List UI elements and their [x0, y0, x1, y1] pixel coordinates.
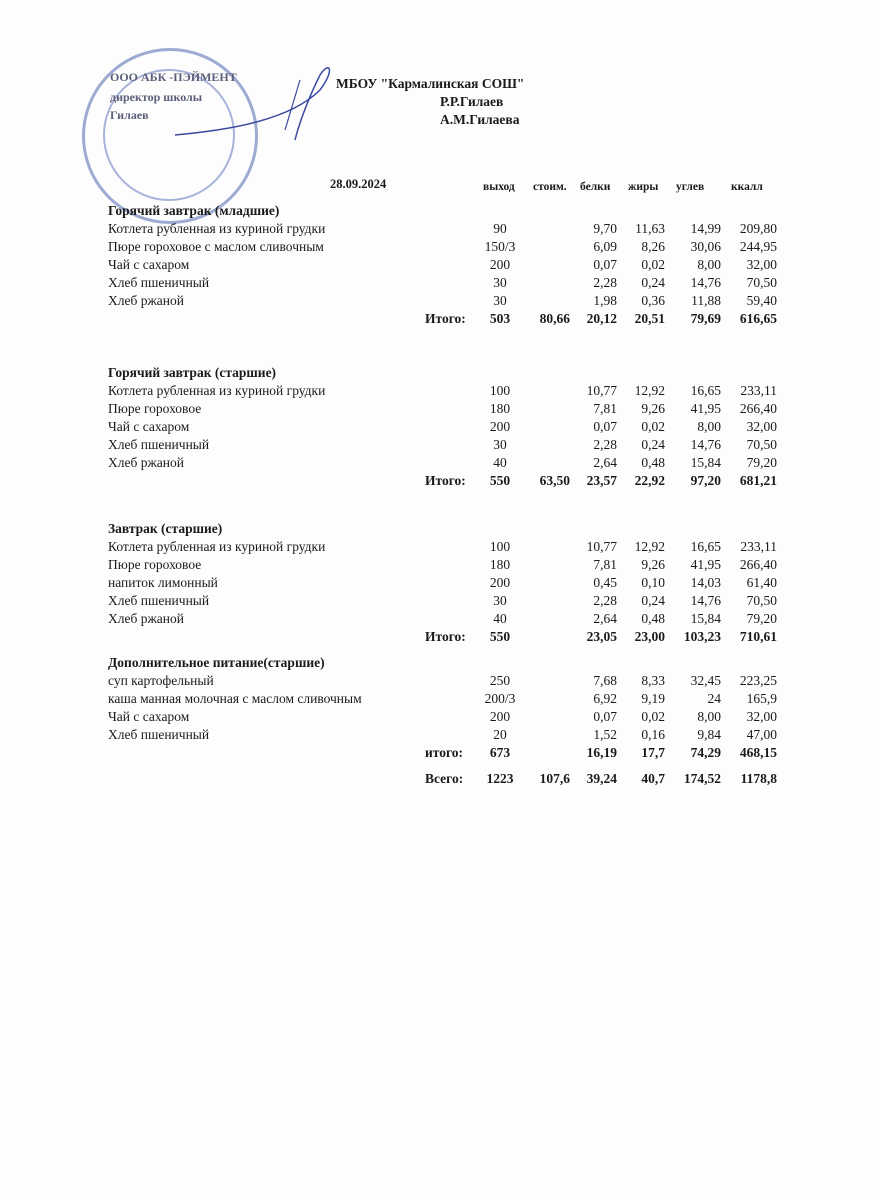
dish-name: Чай с сахаром — [108, 419, 190, 434]
total-row — [0, 311, 873, 337]
dish-name: Хлеб ржаной — [108, 611, 184, 626]
grand-total-section — [0, 771, 873, 797]
dish-kcal: 233,11 — [740, 539, 777, 554]
dish-output: 100 — [489, 383, 511, 398]
total-output: 550 — [489, 473, 511, 488]
dish-output: 100 — [489, 539, 511, 554]
dish-row — [0, 727, 873, 745]
dish-output: 150/3 — [484, 239, 516, 254]
dish-fat: 8,26 — [641, 239, 665, 254]
dish-row — [0, 673, 873, 691]
total-output: 673 — [489, 745, 511, 760]
total-fat: 40,7 — [641, 771, 665, 786]
dish-fat: 12,92 — [634, 539, 665, 554]
dish-fat: 0,48 — [641, 611, 665, 626]
total-output: 550 — [489, 629, 511, 644]
dish-kcal: 79,20 — [746, 611, 777, 626]
dish-kcal: 32,00 — [746, 709, 777, 724]
dish-kcal: 47,00 — [746, 727, 777, 742]
dish-fat: 0,24 — [641, 437, 665, 452]
dish-row — [0, 593, 873, 611]
dish-fat: 11,63 — [635, 221, 665, 236]
dish-row — [0, 275, 873, 293]
approver-1: Р.Р.Гилаев — [440, 94, 504, 109]
total-fat: 20,51 — [634, 311, 665, 326]
total-label: итого: — [425, 745, 464, 760]
dish-fat: 0,36 — [641, 293, 665, 308]
dish-name: Чай с сахаром — [108, 709, 190, 724]
dish-carbs: 14,76 — [690, 275, 721, 290]
total-row — [0, 745, 873, 771]
total-row — [0, 629, 873, 655]
dish-fat: 9,19 — [641, 691, 665, 706]
school-name: МБОУ "Кармалинская СОШ" — [336, 76, 525, 91]
dish-row — [0, 383, 873, 401]
dish-fat: 8,33 — [641, 673, 665, 688]
dish-output: 250 — [489, 673, 511, 688]
total-cost: 107,6 — [539, 771, 570, 786]
dish-output: 30 — [493, 593, 507, 608]
dish-kcal: 165,9 — [746, 691, 777, 706]
dish-fat: 0,02 — [641, 709, 665, 724]
dish-fat: 0,02 — [641, 419, 665, 434]
dish-carbs: 15,84 — [690, 455, 721, 470]
dish-output: 30 — [493, 275, 507, 290]
dish-row — [0, 691, 873, 709]
dish-kcal: 209,80 — [739, 221, 777, 236]
dish-kcal: 70,50 — [746, 275, 777, 290]
total-kcal: 1178,8 — [740, 771, 777, 786]
dish-row — [0, 611, 873, 629]
dish-row — [0, 257, 873, 275]
dish-kcal: 32,00 — [746, 257, 777, 272]
dish-carbs: 32,45 — [690, 673, 721, 688]
total-fat: 22,92 — [634, 473, 665, 488]
dish-row — [0, 401, 873, 419]
dish-protein: 2,28 — [593, 593, 617, 608]
dish-name: Хлеб ржаной — [108, 293, 184, 308]
dish-fat: 9,26 — [641, 557, 665, 572]
dish-output: 40 — [493, 611, 507, 626]
col-header-fat: жиры — [628, 181, 659, 193]
dish-carbs: 8,00 — [697, 257, 721, 272]
section-title-row — [0, 655, 873, 673]
dish-name: Хлеб пшеничный — [108, 275, 210, 290]
dish-carbs: 14,99 — [690, 221, 721, 236]
signature — [170, 60, 340, 160]
menu-section — [0, 655, 873, 771]
total-carbs: 97,20 — [690, 473, 721, 488]
dish-protein: 6,09 — [593, 239, 617, 254]
total-fat: 23,00 — [634, 629, 665, 644]
total-kcal: 468,15 — [739, 745, 777, 760]
dish-output: 40 — [493, 455, 507, 470]
col-header-kcal: ккалл — [731, 181, 763, 193]
total-carbs: 174,52 — [683, 771, 721, 786]
dish-output: 180 — [489, 557, 511, 572]
dish-fat: 0,10 — [641, 575, 665, 590]
col-header-output: выход — [483, 181, 515, 193]
dish-row — [0, 575, 873, 593]
menu-date: 28.09.2024 — [330, 177, 387, 191]
dish-row — [0, 557, 873, 575]
section-title-row — [0, 365, 873, 383]
dish-kcal: 244,95 — [739, 239, 777, 254]
dish-row — [0, 293, 873, 311]
dish-protein: 2,28 — [593, 437, 617, 452]
dish-kcal: 70,50 — [746, 593, 777, 608]
dish-row — [0, 221, 873, 239]
dish-output: 200 — [489, 575, 511, 590]
dish-output: 180 — [489, 401, 511, 416]
col-header-carbs: углев — [676, 181, 705, 193]
dish-name: Пюре гороховое с маслом сливочным — [108, 239, 324, 254]
total-protein: 23,05 — [586, 629, 617, 644]
dish-name: Котлета рубленная из куриной грудки — [108, 539, 326, 554]
dish-carbs: 9,84 — [697, 727, 721, 742]
dish-protein: 2,64 — [593, 455, 617, 470]
dish-row — [0, 709, 873, 727]
dish-carbs: 11,88 — [691, 293, 721, 308]
dish-fat: 0,48 — [641, 455, 665, 470]
dish-protein: 7,68 — [593, 673, 617, 688]
dish-kcal: 266,40 — [739, 557, 777, 572]
dish-name: Хлеб ржаной — [108, 455, 184, 470]
total-label: Всего: — [425, 771, 464, 786]
dish-carbs: 8,00 — [697, 709, 721, 724]
menu-section — [0, 203, 873, 337]
dish-row — [0, 437, 873, 455]
dish-fat: 0,24 — [641, 593, 665, 608]
total-row — [0, 771, 873, 797]
dish-fat: 0,16 — [641, 727, 665, 742]
dish-kcal: 32,00 — [746, 419, 777, 434]
total-carbs: 79,69 — [690, 311, 721, 326]
dish-protein: 9,70 — [593, 221, 617, 236]
dish-kcal: 266,40 — [739, 401, 777, 416]
dish-protein: 7,81 — [593, 557, 617, 572]
dish-protein: 0,45 — [593, 575, 617, 590]
total-output: 1223 — [486, 771, 514, 786]
section-title: Дополнительное питание(старшие) — [108, 655, 325, 670]
dish-carbs: 41,95 — [690, 557, 721, 572]
total-row — [0, 473, 873, 499]
dish-output: 200 — [489, 257, 511, 272]
dish-protein: 1,98 — [593, 293, 617, 308]
total-carbs: 74,29 — [690, 745, 721, 760]
dish-name: Хлеб пшеничный — [108, 437, 210, 452]
approver-2: А.М.Гилаева — [440, 112, 520, 127]
dish-protein: 10,77 — [586, 383, 617, 398]
dish-name: Пюре гороховое — [108, 401, 202, 416]
dish-carbs: 24 — [707, 691, 721, 706]
dish-fat: 0,02 — [641, 257, 665, 272]
total-label: Итого: — [425, 311, 466, 326]
dish-protein: 0,07 — [593, 709, 617, 724]
dish-kcal: 79,20 — [746, 455, 777, 470]
dish-protein: 7,81 — [593, 401, 617, 416]
total-kcal: 681,21 — [739, 473, 777, 488]
dish-carbs: 30,06 — [690, 239, 721, 254]
dish-carbs: 16,65 — [690, 539, 721, 554]
col-header-protein: белки — [580, 181, 611, 193]
stamp-org: ООО АБК -ПЭЙМЕНТ — [110, 70, 237, 84]
section-title: Горячий завтрак (младшие) — [108, 203, 280, 218]
total-fat: 17,7 — [641, 745, 665, 760]
section-title-row — [0, 203, 873, 221]
dish-output: 200 — [489, 709, 511, 724]
dish-kcal: 223,25 — [739, 673, 777, 688]
dish-fat: 12,92 — [634, 383, 665, 398]
total-kcal: 616,65 — [739, 311, 777, 326]
dish-carbs: 8,00 — [697, 419, 721, 434]
section-title: Завтрак (старшие) — [108, 521, 223, 536]
dish-protein: 0,07 — [593, 419, 617, 434]
dish-name: Хлеб пшеничный — [108, 727, 210, 742]
menu-section — [0, 365, 873, 499]
dish-protein: 2,64 — [593, 611, 617, 626]
dish-output: 200/3 — [484, 691, 516, 706]
total-carbs: 103,23 — [683, 629, 721, 644]
col-header-cost: стоим. — [533, 181, 567, 193]
dish-protein: 2,28 — [593, 275, 617, 290]
dish-carbs: 41,95 — [690, 401, 721, 416]
total-label: Итого: — [425, 629, 466, 644]
total-label: Итого: — [425, 473, 466, 488]
dish-kcal: 233,11 — [740, 383, 777, 398]
total-protein: 16,19 — [586, 745, 617, 760]
menu-sections — [0, 203, 873, 797]
dish-name: суп картофельный — [108, 673, 214, 688]
section-title-row — [0, 521, 873, 539]
total-protein: 20,12 — [586, 311, 617, 326]
dish-row — [0, 239, 873, 257]
dish-output: 20 — [493, 727, 507, 742]
dish-name: напиток лимонный — [108, 575, 218, 590]
dish-protein: 10,77 — [586, 539, 617, 554]
dish-kcal: 59,40 — [746, 293, 777, 308]
dish-fat: 9,26 — [641, 401, 665, 416]
total-output: 503 — [489, 311, 511, 326]
total-protein: 39,24 — [586, 771, 617, 786]
dish-row — [0, 539, 873, 557]
dish-fat: 0,24 — [641, 275, 665, 290]
dish-carbs: 14,76 — [690, 437, 721, 452]
dish-output: 30 — [493, 293, 507, 308]
dish-row — [0, 419, 873, 437]
dish-output: 200 — [489, 419, 511, 434]
dish-row — [0, 455, 873, 473]
total-cost: 63,50 — [539, 473, 570, 488]
dish-carbs: 14,03 — [690, 575, 721, 590]
dish-carbs: 16,65 — [690, 383, 721, 398]
dish-carbs: 15,84 — [690, 611, 721, 626]
dish-name: Пюре гороховое — [108, 557, 202, 572]
total-cost: 80,66 — [539, 311, 570, 326]
total-protein: 23,57 — [586, 473, 617, 488]
dish-kcal: 70,50 — [746, 437, 777, 452]
section-title: Горячий завтрак (старшие) — [108, 365, 277, 380]
dish-name: Котлета рубленная из куриной грудки — [108, 221, 326, 236]
dish-protein: 0,07 — [593, 257, 617, 272]
dish-name: Хлеб пшеничный — [108, 593, 210, 608]
dish-output: 30 — [493, 437, 507, 452]
menu-section — [0, 521, 873, 655]
dish-name: Котлета рубленная из куриной грудки — [108, 383, 326, 398]
total-kcal: 710,61 — [739, 629, 777, 644]
dish-protein: 1,52 — [593, 727, 617, 742]
dish-kcal: 61,40 — [746, 575, 777, 590]
dish-carbs: 14,76 — [690, 593, 721, 608]
dish-name: Чай с сахаром — [108, 257, 190, 272]
dish-name: каша манная молочная с маслом сливочным — [108, 691, 362, 706]
dish-output: 90 — [493, 221, 507, 236]
dish-protein: 6,92 — [593, 691, 617, 706]
stamp-line2: директор школы — [110, 90, 203, 104]
stamp-line3: Гилаев — [110, 108, 149, 122]
